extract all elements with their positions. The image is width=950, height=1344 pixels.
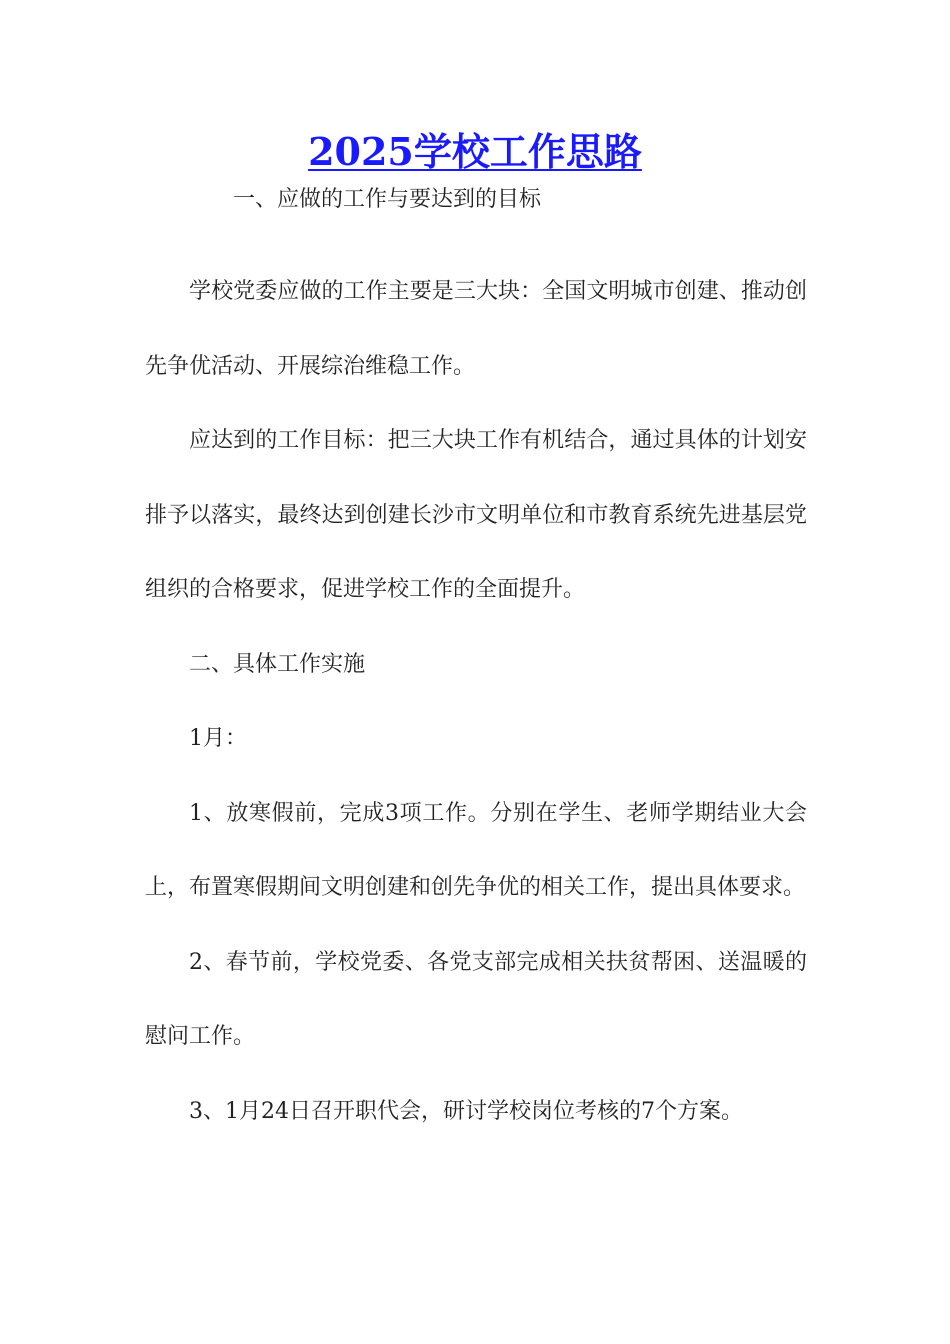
paragraph-item-2: 2、春节前，学校党委、各党支部完成相关扶贫帮困、送温暖的慰问工作。 xyxy=(145,949,807,1049)
document-body xyxy=(145,255,807,1149)
document-title xyxy=(0,126,950,178)
paragraph-main-work: 学校党委应做的工作主要是三大块：全国文明城市创建、推动创先争优活动、开展综治维稳工作。 xyxy=(145,279,807,379)
month-heading-january: 1月： xyxy=(189,726,247,751)
paragraph-work-goals: 应达到的工作目标：把三大块工作有机结合，通过具体的计划安排予以落实，最终达到创建长沙市文明单位和市教育系统先进基层党组织的合格要求，促进学校工作的全面提升。 xyxy=(145,428,807,602)
section-heading-implementation: 二、具体工作实施 xyxy=(189,651,366,677)
section-heading-goals: 一、应做的工作与要达到的目标 xyxy=(233,187,542,212)
title-link[interactable]: 2025学校工作思路 xyxy=(308,129,642,174)
paragraph-item-1: 1、放寒假前，完成3项工作。分别在学生、老师学期结业大会上，布置寒假期间文明创建和创先争优的相关工作，提出具体要求。 xyxy=(145,800,807,900)
paragraph-item-3: 3、1月24日召开职代会，研讨学校岗位考核的7个方案。 xyxy=(189,1098,743,1124)
